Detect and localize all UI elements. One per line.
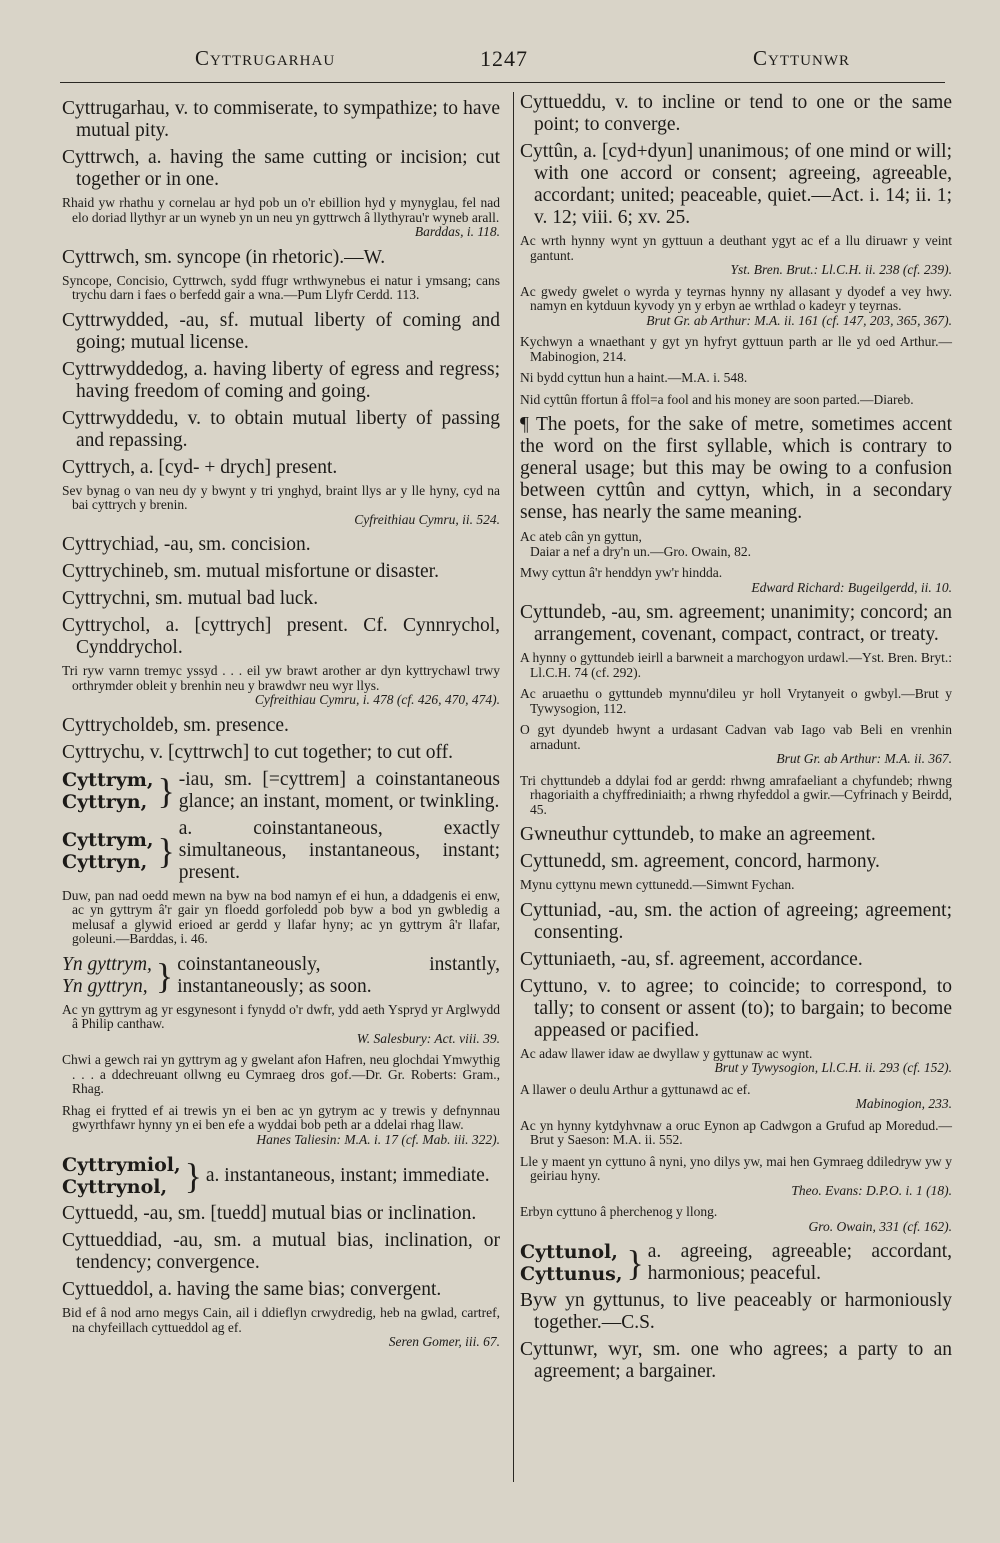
entry: Cyttueddol, a. having the same bias; convergent. bbox=[62, 1279, 442, 1300]
entry: Cyttuniad, -au, sm. the action of agreeing; agreement; consenting. bbox=[520, 899, 952, 943]
header-left-guideword: Cyttrugarhau bbox=[195, 46, 336, 70]
definition: a. instantaneous, instant; immediate. bbox=[205, 1165, 490, 1186]
entry: Cyttuedd, -au, sm. [tuedd] mutual bias or inclination. bbox=[62, 1203, 477, 1224]
quotation: Duw, pan nad oedd mewn na byw na bod namyn ef ei hun, a ddadgenis ei enw, ac yn gyttrym â'r gair yn floedd gorfoledd pob byw a bod yn gwbledig a melusaf a glywid erioed ar gerdd y llafar hyny; ac yn gyttrym â'r llafar, goleuni.—Barddas, i. 46. bbox=[62, 887, 500, 946]
entry: Cyttuno, v. to agree; to coincide; to correspond, to tally; to consent or assent (to); to bargain; to become appeased or pacified. bbox=[520, 975, 952, 1041]
quotation: Mwy cyttun â'r henddyn yw'r hindda. Edward Richard: Bugeilgerdd, ii. 10. bbox=[520, 565, 952, 595]
header-right-guideword: Cyttunwr bbox=[753, 46, 850, 70]
entry: Cyttrwch, a. having the same cutting or incision; cut together or in one. bbox=[62, 147, 500, 190]
entry: Cyttrugarhau, v. to commiserate, to sympathize; to have mutual pity. bbox=[62, 98, 500, 141]
citation: Gro. Owain, 331 (cf. 162). bbox=[808, 1218, 952, 1234]
headword: Cyttunus, bbox=[520, 1263, 623, 1285]
brace: } bbox=[157, 770, 175, 811]
entry: Cyttrwyddedog, a. having liberty of egress and regress; having freedom of coming and going. bbox=[62, 358, 500, 402]
phrase: Yn gyttryn, bbox=[62, 975, 148, 997]
quotation: Ac ateb cân yn gyttun, Daiar a nef a dry'n un.—Gro. Owain, 82. bbox=[520, 529, 751, 559]
quotation: Ac aruaethu o gyttundeb mynnu'dileu yr holl Vrytanyeit o gwbyl.—Brut y Tywysogion, 112. bbox=[520, 686, 952, 716]
entry: Cyttrwch, sm. syncope (in rhetoric).—W. bbox=[62, 246, 386, 268]
headword: Cyttryn, bbox=[62, 790, 148, 813]
entry: Cyttûn, a. [cyd+dyun] unanimous; of one mind or will; with one accord or consent; agreeing, agreeable, accordant; united; peaceable, quiet.—Act. i. 14; ii. 1; v. 12; viii. 6; xv. 25. bbox=[520, 141, 952, 228]
paired-entry bbox=[62, 1154, 500, 1198]
brace: } bbox=[155, 955, 174, 996]
quotation: Bid ef â nod arno megys Cain, ail i ddieflyn crwydredig, heb na gwlad, cartref, na chyfeillach cyttueddol ag ef. Seren Gomer, iii. 67. bbox=[62, 1305, 500, 1349]
definition: -iau, sm. [=cyttrem] a coinstantaneous glance; an instant, moment, or twinkling. bbox=[178, 768, 500, 812]
definition: a. coinstantaneous, exactly simultaneous, instantaneous, instant; present. bbox=[178, 817, 500, 883]
citation: Cyfreithiau Cymru, i. 478 (cf. 426, 470, 474). bbox=[254, 692, 500, 707]
citation: W. Salesbury: Act. viii. 39. bbox=[356, 1030, 500, 1046]
quotation: O gyt dyundeb hwynt a urdasant Cadvan vab Iago vab Beli en vrenhin arnadunt. Brut Gr. ab Arthur: M.A. ii. 367. bbox=[520, 722, 952, 766]
quotation: Sev bynag o van neu dy y bwynt y tri ynghyd, braint llys ar y lle hyny, cyd na bai cyttrych y brenin. Cyfreithiau Cymru, ii. 524. bbox=[62, 482, 500, 527]
quotation: Tri ryw varnn tremyc yssyd . . . eil yw brawt arother ar dyn kyttrychawl trwy orthrymder obleit y brenhin neu y brawdwr neu wyr llys. Cyfreithiau Cymru, i. 478 (cf. 426, 470, 474). bbox=[62, 663, 500, 707]
quotation: Erbyn cyttuno â pherchenog y llong. Gro. Owain, 331 (cf. 162). bbox=[520, 1204, 952, 1234]
citation: Brut y Tywysogion, Ll.C.H. ii. 293 (cf. 152). bbox=[714, 1060, 952, 1075]
quotation: A hynny o gyttundeb ieirll a barwneit a marchogyon urdawl.—Yst. Bren. Bryt.: Ll.C.H. 74 (cf. 292). bbox=[520, 650, 952, 680]
citation: Brut Gr. ab Arthur: M.A. ii. 161 (cf. 147, 203, 365, 367). bbox=[646, 312, 952, 328]
quotation: Syncope, Concisio, Cyttrwch, sydd ffugr wrthwynebus ei natur i ymsang; cans trychu darn i faes o berfedd gair a wna.—Pum Llyfr Cerdd. 113. bbox=[62, 272, 500, 302]
phrase: Yn gyttrym, bbox=[62, 953, 152, 975]
right-column bbox=[513, 92, 952, 1482]
entry: Cyttrych, a. [cyd- + drych] present. bbox=[62, 456, 338, 478]
entry: Cyttunwr, wyr, sm. one who agrees; a party to an agreement; a bargainer. bbox=[520, 1339, 952, 1382]
headword: Cyttrynol, bbox=[62, 1176, 168, 1198]
citation: Hanes Taliesin: M.A. i. 17 (cf. Mab. iii. 322). bbox=[256, 1131, 500, 1147]
entry: Cyttrychiad, -au, sm. concision. bbox=[62, 534, 311, 555]
entry: Cyttrychu, v. [cyttrwch] to cut together; to cut off. bbox=[62, 741, 453, 763]
quotation: Kychwyn a wnaethant y gyt yn hyfryt gyttuun parth ar lle yd oed Arthur.—Mabinogion, 214. bbox=[520, 334, 952, 364]
entry: Cyttueddiad, -au, sm. a mutual bias, inclination, or tendency; convergence. bbox=[62, 1230, 500, 1273]
paired-entry bbox=[62, 818, 500, 884]
quotation: Mynu cyttynu mewn cyttunedd.—Simwnt Fychan. bbox=[520, 877, 795, 892]
quotation: A llawer o deulu Arthur a gyttunawd ac ef. Mabinogion, 233. bbox=[520, 1081, 952, 1111]
entry: Cyttrycholdeb, sm. presence. bbox=[62, 714, 289, 736]
entry: Byw yn gyttunus, to live peaceably or harmoniously together.—C.S. bbox=[520, 1290, 952, 1333]
quotation: Ni bydd cyttun hun a haint.—M.A. i. 548. bbox=[520, 370, 748, 385]
citation: Edward Richard: Bugeilgerdd, ii. 10. bbox=[751, 579, 952, 595]
headword: Cyttryn, bbox=[62, 850, 148, 873]
quotation: Ac yn gyttrym ag yr esgynesont i fynydd o'r dwfr, ydd aeth Yspryd yr Arglwydd â Philip canthaw. W. Salesbury: Act. viii. 39. bbox=[62, 1001, 500, 1046]
paired-entry bbox=[62, 769, 500, 813]
citation: Cyfreithiau Cymru, ii. 524. bbox=[354, 511, 500, 527]
headword: Cyttrym, bbox=[62, 768, 154, 791]
entry: Gwneuthur cyttundeb, to make an agreement. bbox=[520, 824, 876, 845]
entry: Cyttuniaeth, -au, sf. agreement, accordance. bbox=[520, 948, 863, 970]
page-number: 1247 bbox=[480, 46, 528, 71]
citation: Theo. Evans: D.P.O. i. 1 (18). bbox=[791, 1182, 952, 1198]
quotation: Lle y maent yn cyttuno â nyni, yno dilys yw, mai hen Gymraeg ddiledryw yw y geiriau hyny. Theo. Evans: D.P.O. i. 1 (18). bbox=[520, 1153, 952, 1198]
headword: Cyttrym, bbox=[62, 828, 154, 851]
entry: Cyttrychni, sm. mutual bad luck. bbox=[62, 588, 319, 609]
paired-entry bbox=[62, 954, 500, 998]
entry: Cyttunedd, sm. agreement, concord, harmony. bbox=[520, 851, 880, 872]
quotation: Tri chyttundeb a ddylai fod ar gerdd: rhwng amrafaeliant a chyfundeb; rhwng rhagoriaith a chyffrediniaith; a rhwng rhyfeddol a gwir.—Cyfrinach y Beirdd, 45. bbox=[520, 772, 952, 817]
entry: Cyttundeb, -au, sm. agreement; unanimity; concord; an arrangement, covenant, compact, contract, or treaty. bbox=[520, 602, 952, 645]
brace: } bbox=[157, 830, 175, 871]
brace: } bbox=[184, 1156, 202, 1196]
quotation: Ac adaw llawer idaw ae dwyllaw y gyttunaw ac wynt. Brut y Tywysogion, Ll.C.H. ii. 293 (cf. 152). bbox=[520, 1045, 952, 1075]
usage-note: ¶ The poets, for the sake of metre, sometimes accent the word on the first syllable, which is contrary to general usage; but this may be owing to a confusion between cyttûn and cyttyn, which, in a secondary sense, has nearly the same meaning. bbox=[520, 414, 952, 523]
quotation: Nid cyttûn ffortun â ffol=a fool and his money are soon parted.—Diareb. bbox=[520, 391, 914, 407]
definition: coinstantaneously, instantly, instantaneously; as soon. bbox=[177, 953, 500, 997]
citation: Yst. Bren. Brut.: Ll.C.H. ii. 238 (cf. 239). bbox=[730, 262, 952, 277]
quotation: Chwi a gewch rai yn gyttrym ag y gwelant afon Hafren, neu glochdai Ymwythig . . . a ddechreuant ollwng eu Cymraeg dros gof.—Dr. Gr. Roberts: Gram., Rhag. bbox=[62, 1052, 500, 1096]
page-header bbox=[60, 46, 945, 83]
headword: Cyttunol, bbox=[520, 1241, 618, 1263]
left-column bbox=[62, 98, 500, 1357]
quotation: Ac yn hynny kytdyhvnaw a oruc Eynon ap Cadwgon a Grufud ap Moredud.—Brut y Saeson: M.A. ii. 552. bbox=[520, 1117, 952, 1147]
quotation: Rhaid yw rhathu y cornelau ar hyd pob un o'r ebillion hyd y mynyglau, fel nad elo doriad llythyr ar un wyneb yn un neu yn gyttrwch â llythyrau'r wyneb arall. Barddas, i. 118. bbox=[62, 195, 500, 239]
paired-entry bbox=[520, 1241, 952, 1285]
quotation: Rhag ei frytted ef ai trewis yn ei ben ac yn gytrym ac y trewis y defnynnau gwyrthfawr hynny yn ei ben efe a wyddai bob peth ar a ddelai rhag llaw. Hanes Taliesin: M.A. i. 17 (cf. Mab. iii. 322). bbox=[62, 1102, 500, 1147]
citation: Seren Gomer, iii. 67. bbox=[388, 1334, 500, 1349]
entry: Cyttueddu, v. to incline or tend to one or the same point; to converge. bbox=[520, 92, 952, 135]
citation: Brut Gr. ab Arthur: M.A. ii. 367. bbox=[776, 751, 952, 766]
entry: Cyttrychineb, sm. mutual misfortune or disaster. bbox=[62, 561, 439, 582]
entry: Cyttrwydded, -au, sf. mutual liberty of coming and going; mutual license. bbox=[62, 309, 500, 353]
quotation: Ac gwedy gwelet o wyrda y teyrnas hynny ny allasant y dyodef a vey hwy. namyn en kytduun kyvody yn y erbyn ae wrthlad o kadeyr y teyrnas. Brut Gr. ab Arthur: M.A. ii. 161 (cf. 147, 203, 365, 367). bbox=[520, 283, 952, 328]
entry: Cyttrychol, a. [cyttrych] present. Cf. Cynnrychol, Cynddrychol. bbox=[62, 615, 500, 658]
citation: Barddas, i. 118. bbox=[414, 224, 500, 239]
brace: } bbox=[626, 1243, 644, 1283]
headword: Cyttrymiol, bbox=[62, 1154, 181, 1176]
citation: Mabinogion, 233. bbox=[855, 1096, 952, 1111]
entry: Cyttrwyddedu, v. to obtain mutual liberty of passing and repassing. bbox=[62, 407, 500, 451]
definition: a. agreeing, agreeable; accordant, harmonious; peaceful. bbox=[647, 1241, 952, 1284]
quotation: Ac wrth hynny wynt yn gyttuun a deuthant ygyt ac ef a llu diruawr y veint gantunt. Yst. Bren. Brut.: Ll.C.H. ii. 238 (cf. 239). bbox=[520, 233, 952, 277]
